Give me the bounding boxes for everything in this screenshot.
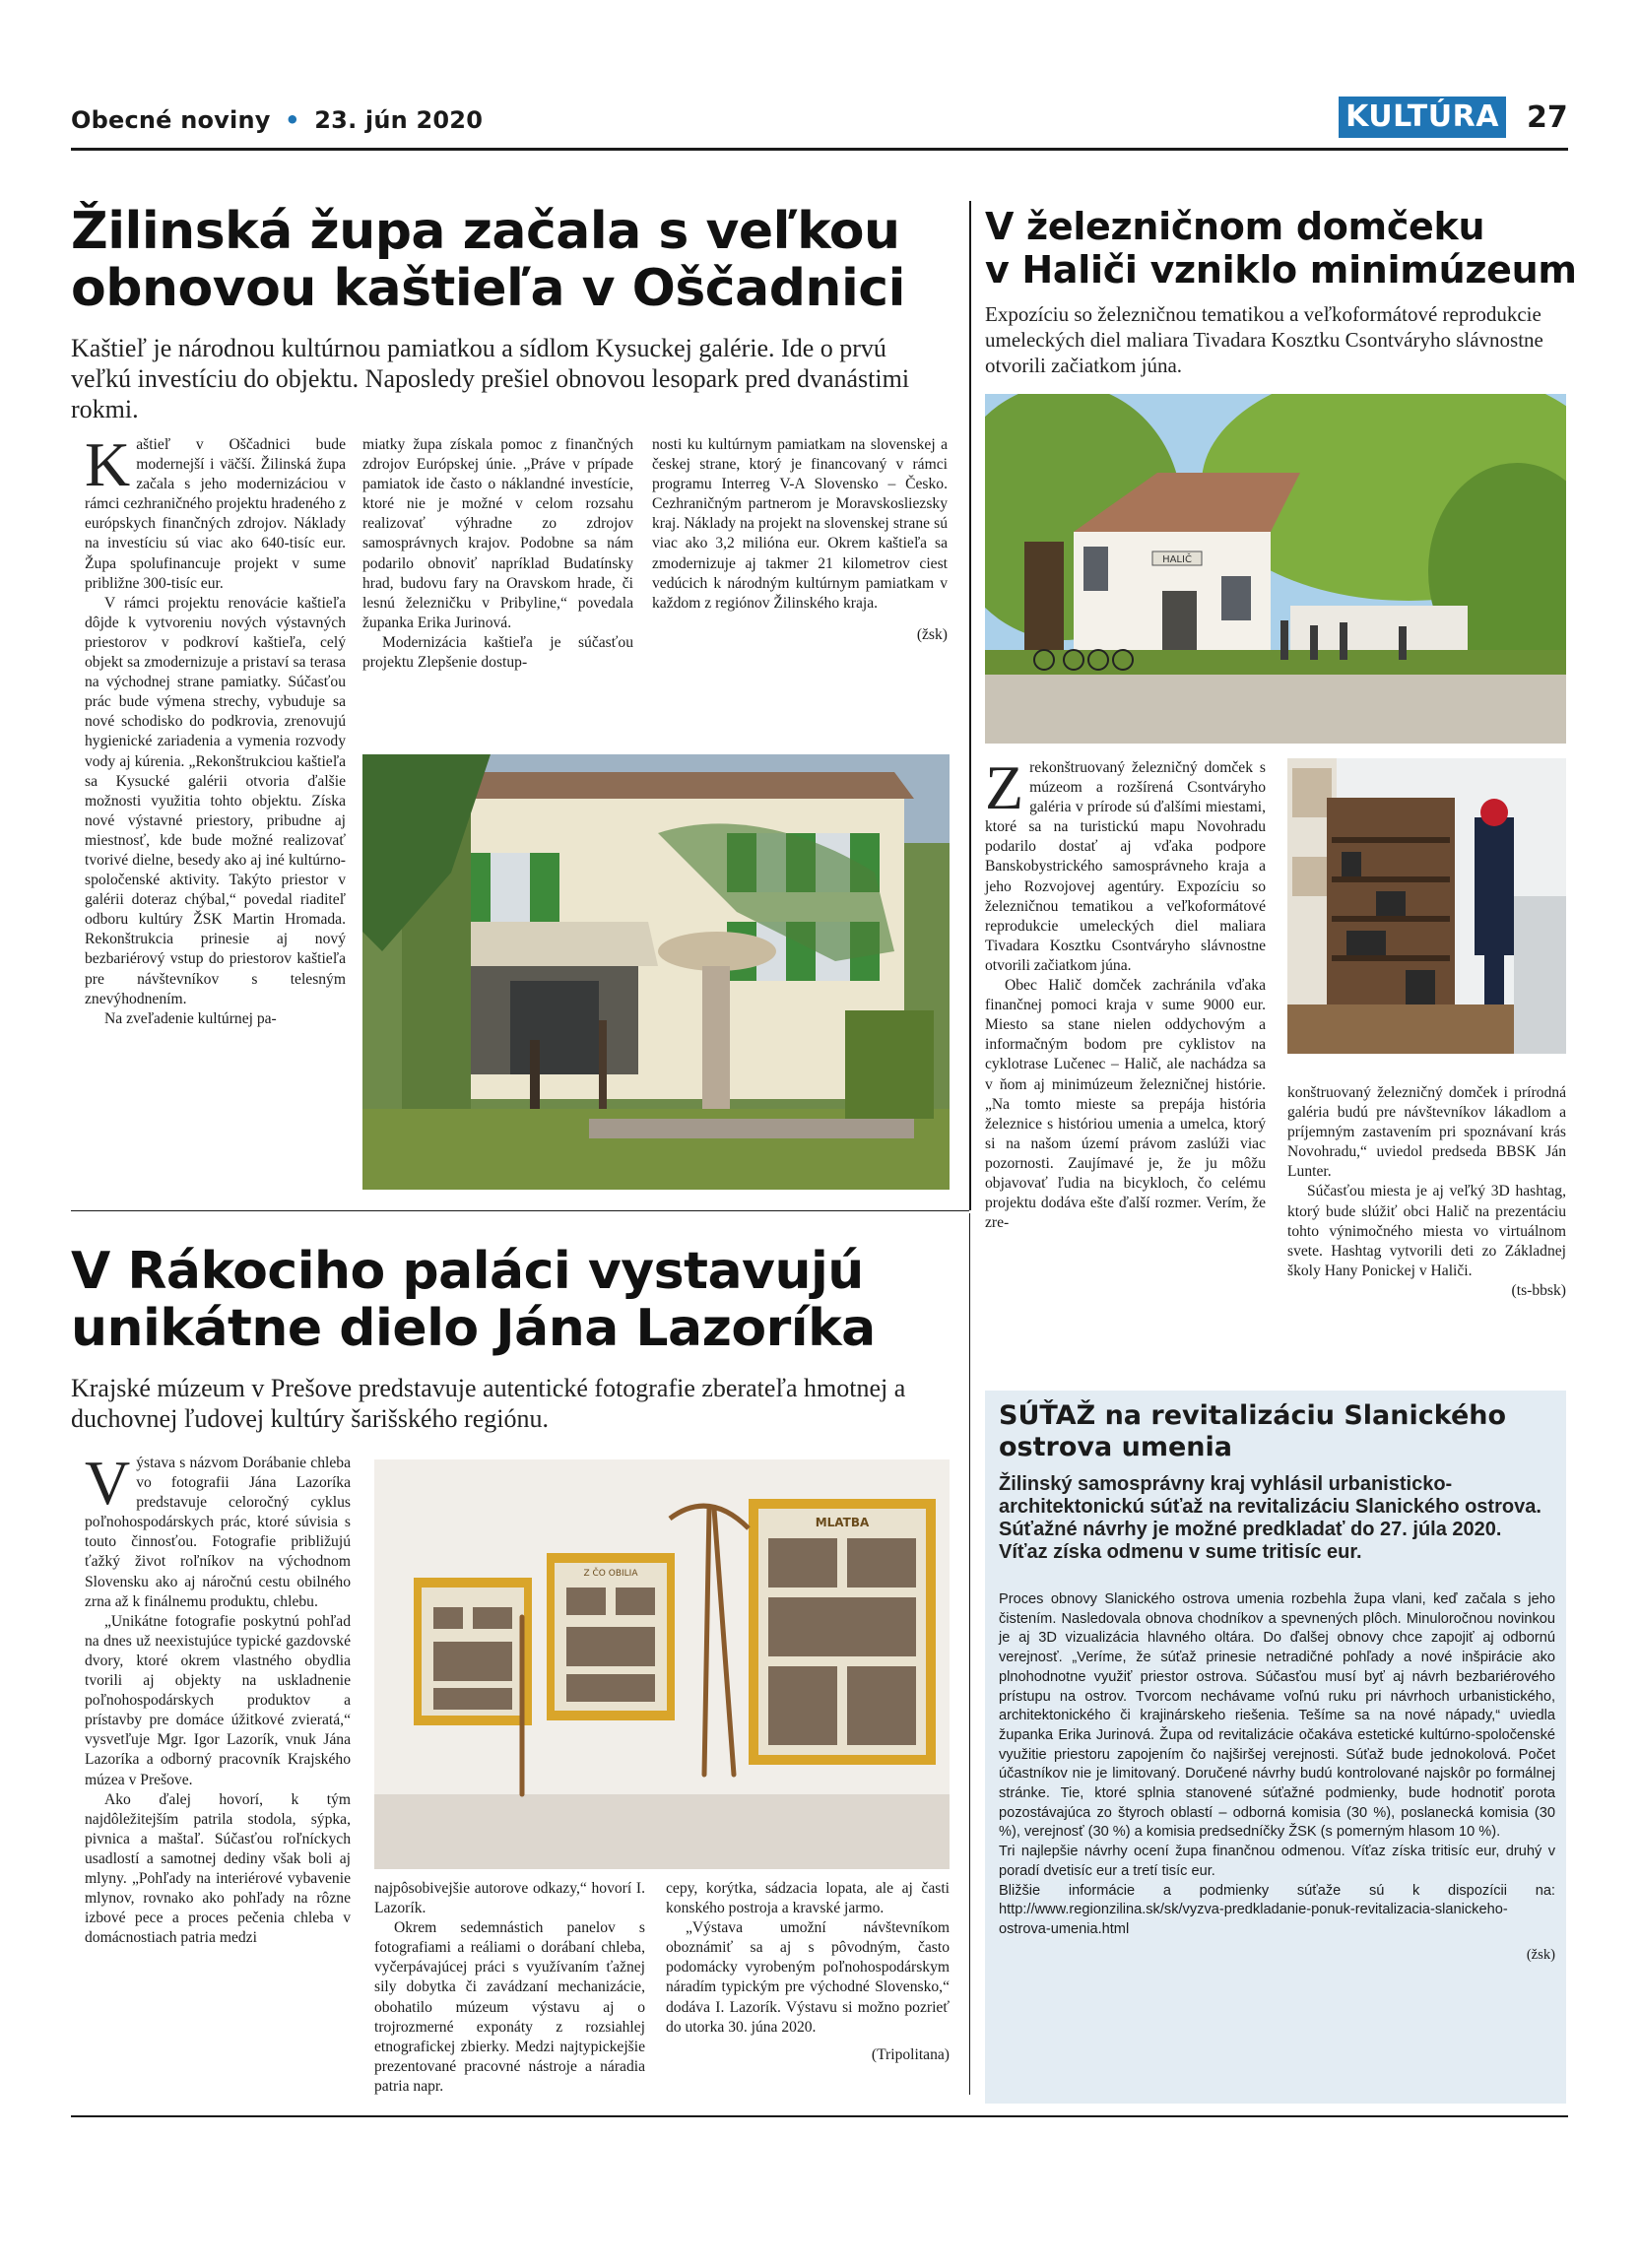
museum-interior-photo — [1287, 758, 1566, 1054]
article1-col1-text1: aštieľ v Oščadnici bude modernejší i väčší. Žilinská župa začala s jeho modernizáciou v rámci cezhraničného projektu hradeného z európskych finančných zdrojov. Náklady na investíciu sú viac ako 640-tisíc eur. Župa spolufinancuje projekt v sume približne 300-tisíc eur. — [85, 436, 346, 592]
bullet-separator: • — [285, 106, 300, 134]
article2-col1 — [985, 752, 1266, 1233]
article3-col3 — [666, 1879, 950, 2065]
manor-house-photo — [362, 754, 950, 1190]
article3-title-line1: V Rákociho paláci vystavujú — [71, 1242, 864, 1301]
article3-para2: „Unikátne fotografie poskytnú pohľad na dnes už neexistujúce typické gazdovské dvory, ktoré okrem vlastného obydlia tvorili aj objekty na uskladnenie poľnohospodárskych produktov a prístavby pre domáce úžitkové zvieratá,“ vysvetľuje Mgr. Igor Lazorík, vnuk Jána Lazoríka a odborný pracovník Krajského múzea v Prešove. — [85, 1612, 351, 1788]
article3-para3: Ako ďalej hovorí, k tým najdôležitejším patrila stodola, sýpka, pivnica a maštaľ. Súčasťou roľníckych usadlostí a samotnej dediny však boli aj mlyny. „Pohľady na interiérové vybavenie mlynov, rovnako ako pohľady na rôzne izbové pece a proces pečenia chleba v domácnostiach patria medzi — [85, 1790, 351, 1947]
article1-col2-para2: Modernizácia kaštieľa je súčasťou projektu Zlepšenie dostup- — [362, 633, 633, 672]
exhibition-photo — [374, 1459, 950, 1869]
article2-col2-para1: konštruovaný železničný domček i prírodná galéria budú pre návštevníkov lákadlom a príjemným zastavením pri spoznávaní krás Novohradu,“ uviedol predseda BBSK Ján Lunter. — [1287, 1084, 1566, 1181]
contest-signature: (žsk) — [1526, 1946, 1555, 1963]
article1-title-line1: Žilinská župa začala s veľkou — [71, 202, 900, 261]
article1-para2: V rámci projektu renovácie kaštieľa dôjde k vytvoreniu nových výstavných priestorov v podkroví kaštieľa, celý objekt sa zmodernizuje a pristaví sa terasa na východnej strane pamiatky. Súčasťou prác bude výmena strechy, vybuduje sa nové schodisko do podkrovia, zrenovujú hygienické zariadenia a vymenia rozvody vody aj kúrenia. „Rekonštrukciou kaštieľa sa Kysucké galérii otvoria ďalšie možnosti využitia tohto objektu. Získa nové výstavné priestory, pribudne aj miestnosť, kde bude možné realizovať tvorivé dielne, besedy ako aj iné kultúrno-spoločenské aktivity. Takýto priestor v galérii doteraz chýbal,“ povedal riaditeľ odboru kultúry ŽSK Martin Hromada. Rekonštrukcia prinesie aj nový bezbariérový vstup do priestorov kaštieľa pre návštevníkov s telesným znevýhodnením. — [85, 594, 346, 1007]
article1-col3-para1: nosti ku kultúrnym pamiatkam na slovenskej a českej strane, ktorý je financovaný v rámci programu Interreg V-A Slovensko – Česko. Cezhraničným partnerom je Moravskosliezsky kraj. Náklady na projekt na slovenskej strane sú viac ako 3,2 milióna eur. Okrem kaštieľa sa zmodernizuje aj takmer 21 kilometrov ciest vedúcich k národným kultúrnym pamiatkam v každom z regiónov Žilinského kraja. — [652, 436, 948, 612]
article2-para1 — [985, 752, 1266, 976]
article-divider-left — [71, 1210, 969, 1211]
column-divider-top — [969, 201, 971, 1210]
article1-title-line2: obnovou kaštieľa v Oščadnici — [71, 259, 905, 318]
article1-col2-para1: miatky župa získala pomoc z finančných zdrojov Európskej únie. „Práve v prípade pamiatok ide často o náklandné investície, ktoré nie je možné v celom rozsahu realizovať výhradne zo zdrojov samosprávnych krajov. Podobne sa nám podarilo obnoviť napríklad Budatínsky hrad, budovu fary na Oravskom hrade, či lesnú železničku v Pribyline,“ povedala županka Erika Jurinová. — [362, 436, 633, 631]
article3-title-line2: unikátne dielo Jána Lazoríka — [71, 1299, 876, 1358]
article2-para2: Obec Halič domček zachránila vďaka finančnej pomoci kraja v sume 9000 eur. Miesto sa stane nielen oddychovým a informačným bodom pre cyklistov na cyklotrase Lučenec – Halič, ale nachádza sa v ňom aj minimúzeum železničnej histórie. „Na tomto mieste sa prepája história železnice s históriou umenia a umelca, ktorý si na našom území právom zaslúži viac pozornosti. Zaujímavé je, že ju môžu objavovať ľudia na bicykloch, čo celému projektu dodáva ešte ďalší rozmer. Verím, že zre- — [985, 977, 1266, 1232]
article1-lead: Kaštieľ je národnou kultúrnou pamiatkou a sídlom Kysuckej galérie. Ide o prvú veľkú investíciu do objektu. Naposledy prešiel obnovou lesopark pred dvanástimi rokmi. — [71, 334, 910, 423]
article3-col1 — [85, 1448, 351, 1948]
article1-col3 — [652, 435, 948, 645]
contest-body-para2: Tri najlepšie návrhy ocení župa finančnou odmenou. Víťaz získa tritisíc eur, druhý v poradí dvetisíc eur a tretí tisíc eur. — [999, 1844, 1555, 1879]
article2-col2-para2: Súčasťou miesta je aj veľký 3D hashtag, ktorý bude slúžiť obci Halič na prezentáciu tohto výnimočného miesta vo virtuálnom svete. Hashtag vytvorili deti zo Základnej školy Hany Ponickej v Haliči. — [1287, 1183, 1566, 1279]
article1-title — [71, 203, 905, 317]
article2-col1-text1: rekonštruovaný železničný domček s múzeom a rozšírená Csontváryho galéria v prírode sú ďalšími miestami, ktoré sa na turistickú mapu Novohradu podarilo dostať aj vďaka podpore Banskobystrického samosprávneho kraja a jeho Rozvojovej agentúry. Expozíciu so železničnou tematikou a veľkoformátové reprodukcie umeleckých diel maliara Tivadara Kosztku Csontváryho slávnostne otvorili začiatkom júna. — [985, 759, 1266, 974]
article3-col3-para1: cepy, korýtka, sádzacia lopata, ale aj časti konského postroja a kravské jarmo. — [666, 1880, 950, 1917]
contest-body — [999, 1590, 1555, 1965]
article3-col3-para2: „Výstava umožní návštevníkom oboznámiť sa aj s pôvodným, často podomácky vyrobeným poľnohospodárskym náradím typickým pre východné Slovensko,“ dodáva I. Lazorík. Výstavu si možno pozrieť do utorka 30. júna 2020. — [666, 1919, 950, 2036]
article3-signature: (Tripolitana) — [871, 2045, 950, 2063]
contest-title-line2: ostrova umenia — [999, 1432, 1232, 1462]
article2-title-line1: V železničnom domčeku — [985, 205, 1485, 248]
footer-rule — [71, 2115, 1568, 2117]
article2-title — [985, 205, 1577, 292]
article1-signature: (žsk) — [916, 625, 948, 643]
article1-col1 — [85, 429, 346, 1029]
article2-col2 — [1287, 1083, 1566, 1301]
article3-col1-text1: ýstava s názvom Dorábanie chleba vo fotografii Jána Lazoríka predstavuje celoročný cyklus poľnohospodárskych prác, ktoré súvisia s touto činnosťou. Fotografie približujú ťažký život roľníkov na východnom Slovensku ako aj náročnú cestu obilného zrna až k finálnemu produktu, chlebu. — [85, 1455, 351, 1610]
article3-col2-para1: najpôsobivejšie autorove odkazy,“ hovorí I. Lazorík. — [374, 1880, 645, 1917]
contest-body-para1: Proces obnovy Slanického ostrova umenia rozbehla župa vlani, keď začala s jeho čistením. Nasledovala obnova chodníkov a spevnených plôch. Minuloročnou novinkou je aj 3D vizualizácia hlavného oltára. Do ďalšej obnovy chce zapojiť aj odbornú verejnosť. „Veríme, že súťaž prinesie netradičné pohľady a nové inšpirácie ako plnohodnotne využiť priestor ostrova. Súčasťou musí byť aj návrh bezbariérového prístupu na ostrov. Tvorcom nechávame voľnú ruku pri návrhoch urbanistického, architektonického či krajinárskeho riešenia. Tešíme sa na nové nápady,“ uviedla županka Erika Jurinová. Župa od revitalizácie očakáva estetické kultúrno-spoločenské využitie priestoru zapojením čo najširšej verejnosti. Súťaž bude jednokolová. Počet účastníkov nie je limitovaný. Doručené návrhy budú kontrolované najskôr po formálnej stránke. Tie, ktoré splnia stanovené súťažné podmienky, bude hodnotiť porota pozostávajúca zo štyroch oblastí – odborná komisia (30 %), poslanecká komisia (30 %), verejnosť (30 %) a komisia predsedníčky ŽSK (s pomerným hlasom 10 %). — [999, 1591, 1555, 1841]
column-divider-bottom — [969, 1213, 970, 2095]
railway-house-photo — [985, 394, 1566, 744]
header-rule — [71, 148, 1568, 151]
article3-col2-para2: Okrem sedemnástich panelov s fotografiami a reáliami o dorábaní chleba, vyčerpávajúcej práci s využívaním ťažnej sily dobytka či zavádzaní mechanizácie, obohatilo múzeum výstavu aj o trojrozmerné exponáty z rozsiahlej etnografickej zbierky. Medzi najtypickejšie prezentované pracovné nástroje a náradia patria napr. — [374, 1919, 645, 2095]
article3-lead: Krajské múzeum v Prešove predstavuje autentické fotografie zberateľa hmotnej a duchovnej ľudovej kultúry šarišského regiónu. — [71, 1374, 906, 1433]
article2-lead: Expozíciu so železničnou tematikou a veľkoformátové reprodukcie umeleckých diel maliara Tivadara Kosztku Csontváryho slávnostne otvorili začiatkom júna. — [985, 302, 1543, 377]
section-label-text: KULTÚRA — [1345, 99, 1499, 134]
svg-text:HALIČ: HALIČ — [1162, 554, 1192, 565]
article2-title-line2: v Haliči vzniklo minimúzeum — [985, 248, 1577, 292]
paper-name: Obecné noviny — [71, 106, 271, 134]
article1-para3: Na zveľadenie kultúrnej pa- — [104, 1009, 277, 1027]
contest-lead: Žilinský samosprávny kraj vyhlásil urbanisticko-architektonickú súťaž na revitalizáciu Slanického ostrova. Súťažné návrhy je možné predkladať do 27. júla 2020. Víťaz získa odmenu v sume tritisíc eur. — [999, 1473, 1542, 1563]
masthead — [71, 106, 483, 134]
page-number: 27 — [1527, 100, 1568, 135]
article3-para1 — [85, 1448, 351, 1612]
article3-col2 — [374, 1879, 645, 2097]
panel-label-1: Z ČO OBILIA — [583, 1569, 638, 1579]
contest-title-line1: SÚŤAŽ na revitalizáciu Slanického — [999, 1400, 1507, 1431]
article2-dropcap: Z — [985, 752, 1024, 822]
panel-label-2: MLATBA — [815, 1516, 870, 1529]
article2-signature: (ts-bbsk) — [1511, 1281, 1566, 1299]
contest-body-para3: Bližšie informácie a podmienky súťaže sú k dispozícii na: http://www.regionzilina.sk/sk/vyzva-predkladanie-ponuk-revitalizacia-slanickeho-ostrova-umenia.html — [999, 1882, 1555, 1937]
contest-title — [999, 1400, 1555, 1463]
article3-dropcap: V — [85, 1448, 131, 1518]
article1-col2 — [362, 435, 633, 673]
article1-para1 — [85, 429, 346, 594]
issue-date: 23. jún 2020 — [314, 106, 484, 134]
article1-dropcap: K — [85, 429, 131, 499]
article3-title — [71, 1243, 876, 1357]
section-label — [1339, 97, 1506, 138]
